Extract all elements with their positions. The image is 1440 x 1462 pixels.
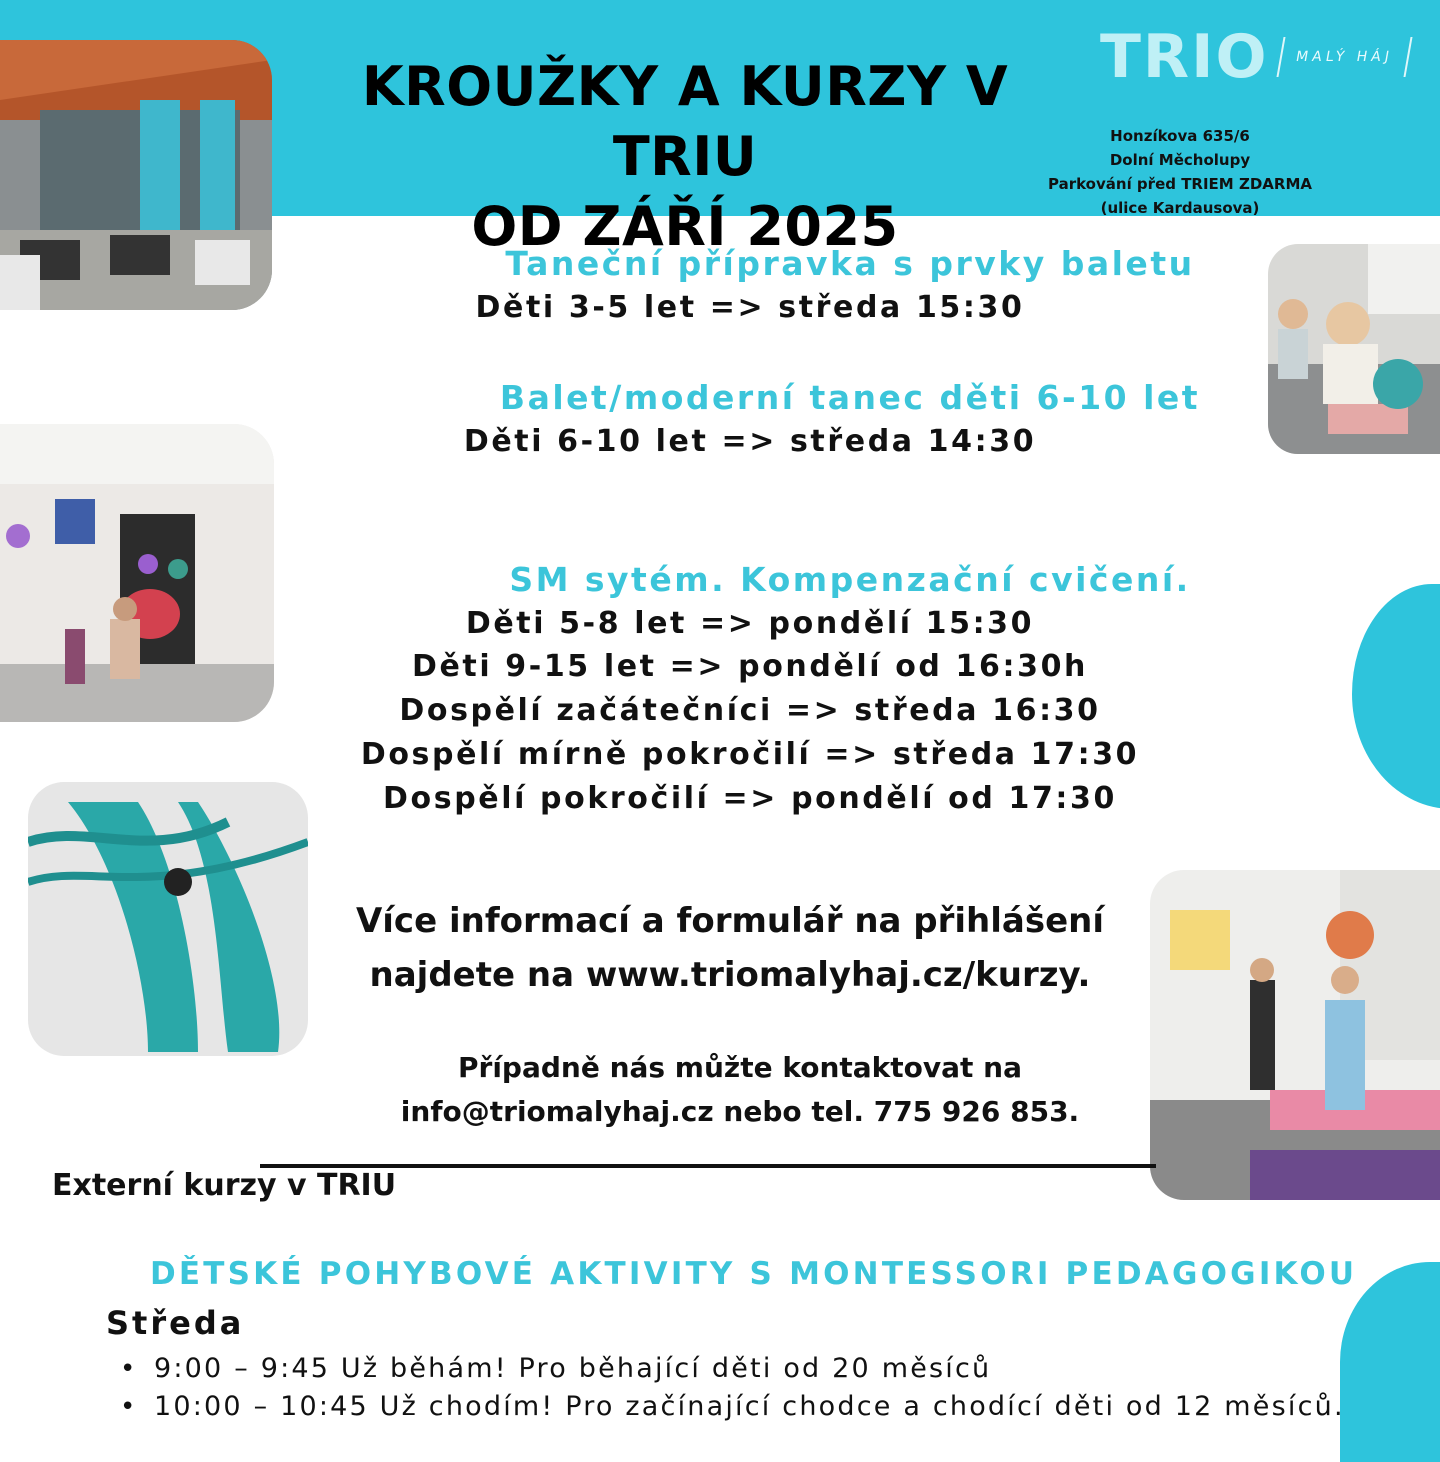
course-schedule-line: Děti 3-5 let => středa 15:30 [475, 290, 1025, 325]
external-courses-heading: Externí kurzy v TRIU [52, 1168, 397, 1203]
course-schedule-line: Děti 6-10 let => středa 14:30 [463, 424, 1037, 459]
more-info-line: najdete na www.triomalyhaj.cz/kurzy. [369, 955, 1091, 995]
montessori-section-title: DĚTSKÉ POHYBOVÉ AKTIVITY S MONTESSORI PEDAGOGIKOU [150, 1256, 1358, 1292]
contact-line: Případně nás můžte kontaktovat na [457, 1051, 1023, 1084]
logo-word: TRIO [1100, 22, 1269, 92]
address-line: Parkování před TRIEM ZDARMA [1048, 175, 1312, 193]
more-info-text [300, 894, 1160, 1002]
course-title: Balet/moderní tanec děti 6-10 let [499, 378, 1201, 417]
straps-photo [28, 782, 308, 1056]
activity-item: • 10:00 – 10:45 Už chodím! Pro začínající chodce a chodící děti od 12 měsíců. [120, 1388, 1345, 1426]
contact-line: info@triomalyhaj.cz nebo tel. 775 926 853. [400, 1095, 1080, 1128]
address-line: Honzíkova 635/6 [1110, 127, 1250, 145]
course-schedule-line: Dospělí začátečníci => středa 16:30 [399, 693, 1101, 728]
page-title [300, 52, 1070, 262]
logo-subtitle: MALÝ HÁJ [1277, 37, 1413, 77]
course-schedule-line: Dospělí mírně pokročilí => středa 17:30 [360, 737, 1140, 772]
dance-studio-photo [0, 424, 274, 722]
trio-logo [1100, 22, 1409, 92]
more-info-line: Více informací a formulář na přihlášení [355, 901, 1105, 941]
address-block [1030, 124, 1330, 220]
page-title-line-1: KROUŽKY A KURZY V TRIU [361, 55, 1009, 188]
decorative-blob [1352, 584, 1440, 809]
girls-exercise-photo [1150, 870, 1440, 1200]
course-schedule-line: Dospělí pokročilí => pondělí od 17:30 [383, 781, 1117, 816]
course-title: SM sytém. Kompenzační cvičení. [509, 560, 1191, 599]
decorative-blob [1340, 1262, 1440, 1462]
address-line: (ulice Kardausova) [1100, 199, 1260, 217]
activity-list [120, 1350, 1345, 1426]
address-line: Dolní Měcholupy [1109, 151, 1251, 169]
activity-item: • 9:00 – 9:45 Už běhám! Pro běhající děti od 20 měsíců [120, 1350, 1345, 1388]
course-schedule-line: Děti 9-15 let => pondělí od 16:30h [411, 649, 1089, 684]
day-heading: Středa [106, 1304, 245, 1342]
course-title: Taneční přípravka s prvky baletu [505, 244, 1195, 283]
page-title-line-2: OD ZÁŘÍ 2025 [471, 195, 899, 258]
cafe-terrace-photo [0, 40, 272, 310]
contact-text [340, 1046, 1140, 1134]
course-schedule-line: Děti 5-8 let => pondělí 15:30 [465, 606, 1035, 641]
